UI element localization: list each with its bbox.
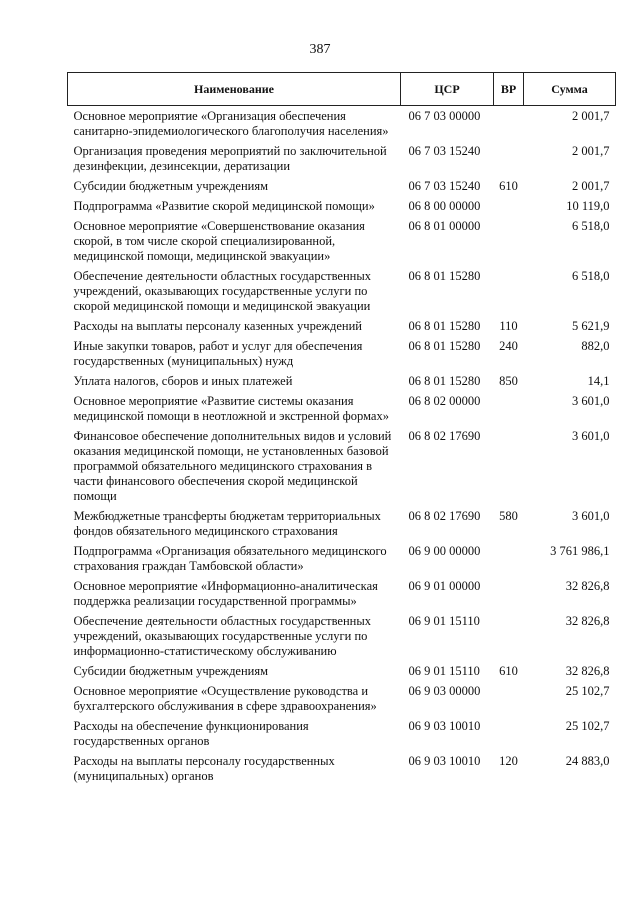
- table-row: [68, 751, 616, 786]
- table-row: [68, 576, 616, 611]
- row-csr-cell: 06 8 02 00000: [408, 394, 481, 408]
- page-number: 387: [309, 42, 331, 57]
- row-sum-cell: 25 102,7: [565, 719, 610, 733]
- table-header-row: [68, 73, 616, 106]
- table-row: [68, 316, 616, 336]
- table-row: [68, 106, 616, 142]
- row-csr-cell: 06 7 03 00000: [408, 109, 481, 123]
- row-vr-cell: [494, 716, 524, 751]
- row-name-cell: Основное мероприятие «Организация обеспечения санитарно-эпидемиологического благополучия населения»: [73, 109, 389, 138]
- row-sum-cell: 32 826,8: [565, 664, 610, 678]
- row-csr-cell: 06 9 03 10010: [408, 754, 481, 768]
- row-vr-cell: 610: [499, 179, 518, 193]
- row-sum-cell: 6 518,0: [572, 269, 610, 283]
- row-name-cell: Уплата налогов, сборов и иных платежей: [73, 374, 293, 388]
- row-name-cell: Основное мероприятие «Развитие системы оказания медицинской помощи в неотложной и экстренной формах»: [73, 394, 389, 423]
- row-name-cell: Подпрограмма «Развитие скорой медицинской помощи»: [73, 199, 375, 213]
- row-csr-cell: 06 8 02 17690: [408, 429, 481, 443]
- table-row: [68, 266, 616, 316]
- row-name-cell: Основное мероприятие «Информационно-аналитическая поддержка реализации государственной программы»: [73, 579, 378, 608]
- column-header-csr: ЦСР: [401, 73, 494, 106]
- table-row: [68, 216, 616, 266]
- table-row: [68, 661, 616, 681]
- table-row: [68, 196, 616, 216]
- row-vr-cell: [494, 196, 524, 216]
- row-name-cell: Расходы на выплаты персоналу казенных учреждений: [73, 319, 362, 333]
- row-csr-cell: 06 9 03 00000: [408, 684, 481, 698]
- row-csr-cell: 06 8 01 15280: [408, 374, 481, 388]
- row-csr-cell: 06 8 00 00000: [408, 199, 481, 213]
- row-sum-cell: 3 601,0: [572, 509, 610, 523]
- row-vr-cell: 850: [499, 374, 518, 388]
- row-csr-cell: 06 9 01 15110: [408, 664, 480, 678]
- row-name-cell: Расходы на выплаты персоналу государственных (муниципальных) органов: [73, 754, 335, 783]
- row-sum-cell: 882,0: [581, 339, 610, 353]
- row-csr-cell: 06 8 01 00000: [408, 219, 481, 233]
- row-vr-cell: [494, 681, 524, 716]
- table-row: [68, 391, 616, 426]
- budget-table: [67, 72, 616, 786]
- row-vr-cell: [494, 576, 524, 611]
- column-header-vr: ВР: [494, 73, 524, 106]
- row-name-cell: Межбюджетные трансферты бюджетам территориальных фондов обязательного медицинского страхования: [73, 509, 381, 538]
- table-row: [68, 716, 616, 751]
- row-sum-cell: 24 883,0: [565, 754, 610, 768]
- row-csr-cell: 06 7 03 15240: [408, 179, 481, 193]
- table-row: [68, 141, 616, 176]
- row-sum-cell: 6 518,0: [572, 219, 610, 233]
- row-sum-cell: 2 001,7: [572, 109, 610, 123]
- table-row: [68, 506, 616, 541]
- row-vr-cell: [494, 141, 524, 176]
- row-name-cell: Расходы на обеспечение функционирования государственных органов: [73, 719, 309, 748]
- row-sum-cell: 3 601,0: [572, 394, 610, 408]
- row-csr-cell: 06 9 01 15110: [408, 614, 480, 628]
- row-csr-cell: 06 9 01 00000: [408, 579, 481, 593]
- row-vr-cell: [494, 541, 524, 576]
- column-header-name: Наименование: [68, 73, 401, 106]
- row-name-cell: Субсидии бюджетным учреждениям: [73, 664, 269, 678]
- row-csr-cell: 06 8 02 17690: [408, 509, 481, 523]
- row-sum-cell: 5 621,9: [572, 319, 610, 333]
- row-csr-cell: 06 8 01 15280: [408, 319, 481, 333]
- row-sum-cell: 32 826,8: [565, 579, 610, 593]
- row-vr-cell: 240: [499, 339, 518, 353]
- row-csr-cell: 06 9 03 10010: [408, 719, 481, 733]
- row-csr-cell: 06 7 03 15240: [408, 144, 481, 158]
- row-csr-cell: 06 8 01 15280: [408, 269, 481, 283]
- row-sum-cell: 10 119,0: [566, 199, 610, 213]
- row-sum-cell: 3 601,0: [572, 429, 610, 443]
- row-name-cell: Обеспечение деятельности областных государственных учреждений, оказывающих государственные услуги по информационно-статистическому обслуживанию: [73, 614, 371, 658]
- table-row: [68, 541, 616, 576]
- row-vr-cell: 110: [499, 319, 518, 333]
- row-sum-cell: 32 826,8: [565, 614, 610, 628]
- row-vr-cell: [494, 266, 524, 316]
- row-name-cell: Иные закупки товаров, работ и услуг для обеспечения государственных (муниципальных) нужд: [73, 339, 363, 368]
- row-name-cell: Организация проведения мероприятий по заключительной дезинфекции, дезинсекции, дератизации: [73, 144, 387, 173]
- row-vr-cell: [494, 106, 524, 142]
- row-name-cell: Подпрограмма «Организация обязательного медицинского страхования граждан Тамбовской области»: [73, 544, 387, 573]
- row-name-cell: Основное мероприятие «Совершенствование оказания скорой, в том числе скорой специализированной, медицинской помощи, медицинской эвакуации»: [73, 219, 365, 263]
- row-vr-cell: 610: [499, 664, 518, 678]
- row-sum-cell: 14,1: [587, 374, 610, 388]
- row-sum-cell: 2 001,7: [572, 179, 610, 193]
- row-vr-cell: [494, 216, 524, 266]
- table-row: [68, 176, 616, 196]
- table-body: [68, 106, 616, 787]
- row-vr-cell: [494, 611, 524, 661]
- row-vr-cell: 120: [499, 754, 518, 768]
- table-row: [68, 426, 616, 506]
- row-vr-cell: 580: [499, 509, 518, 523]
- table-row: [68, 681, 616, 716]
- table-row: [68, 371, 616, 391]
- row-name-cell: Субсидии бюджетным учреждениям: [73, 179, 269, 193]
- column-header-sum: Сумма: [524, 73, 616, 106]
- row-vr-cell: [494, 426, 524, 506]
- row-sum-cell: 25 102,7: [565, 684, 610, 698]
- table-row: [68, 336, 616, 371]
- row-sum-cell: 3 761 986,1: [550, 544, 610, 558]
- row-name-cell: Обеспечение деятельности областных государственных учреждений, оказывающих государственные услуги по скорой медицинской помощи и медицинской эвакуации: [73, 269, 371, 313]
- row-csr-cell: 06 8 01 15280: [408, 339, 481, 353]
- table-row: [68, 611, 616, 661]
- row-vr-cell: [494, 391, 524, 426]
- row-sum-cell: 2 001,7: [572, 144, 610, 158]
- row-name-cell: Основное мероприятие «Осуществление руководства и бухгалтерского обслуживания в сфере здравоохранения»: [73, 684, 377, 713]
- row-name-cell: Финансовое обеспечение дополнительных видов и условий оказания медицинской помощи, не установленных базовой программой обязательного медицинского страхования в части финансового обеспечения скорой медицинской помощи: [73, 429, 392, 503]
- row-csr-cell: 06 9 00 00000: [408, 544, 481, 558]
